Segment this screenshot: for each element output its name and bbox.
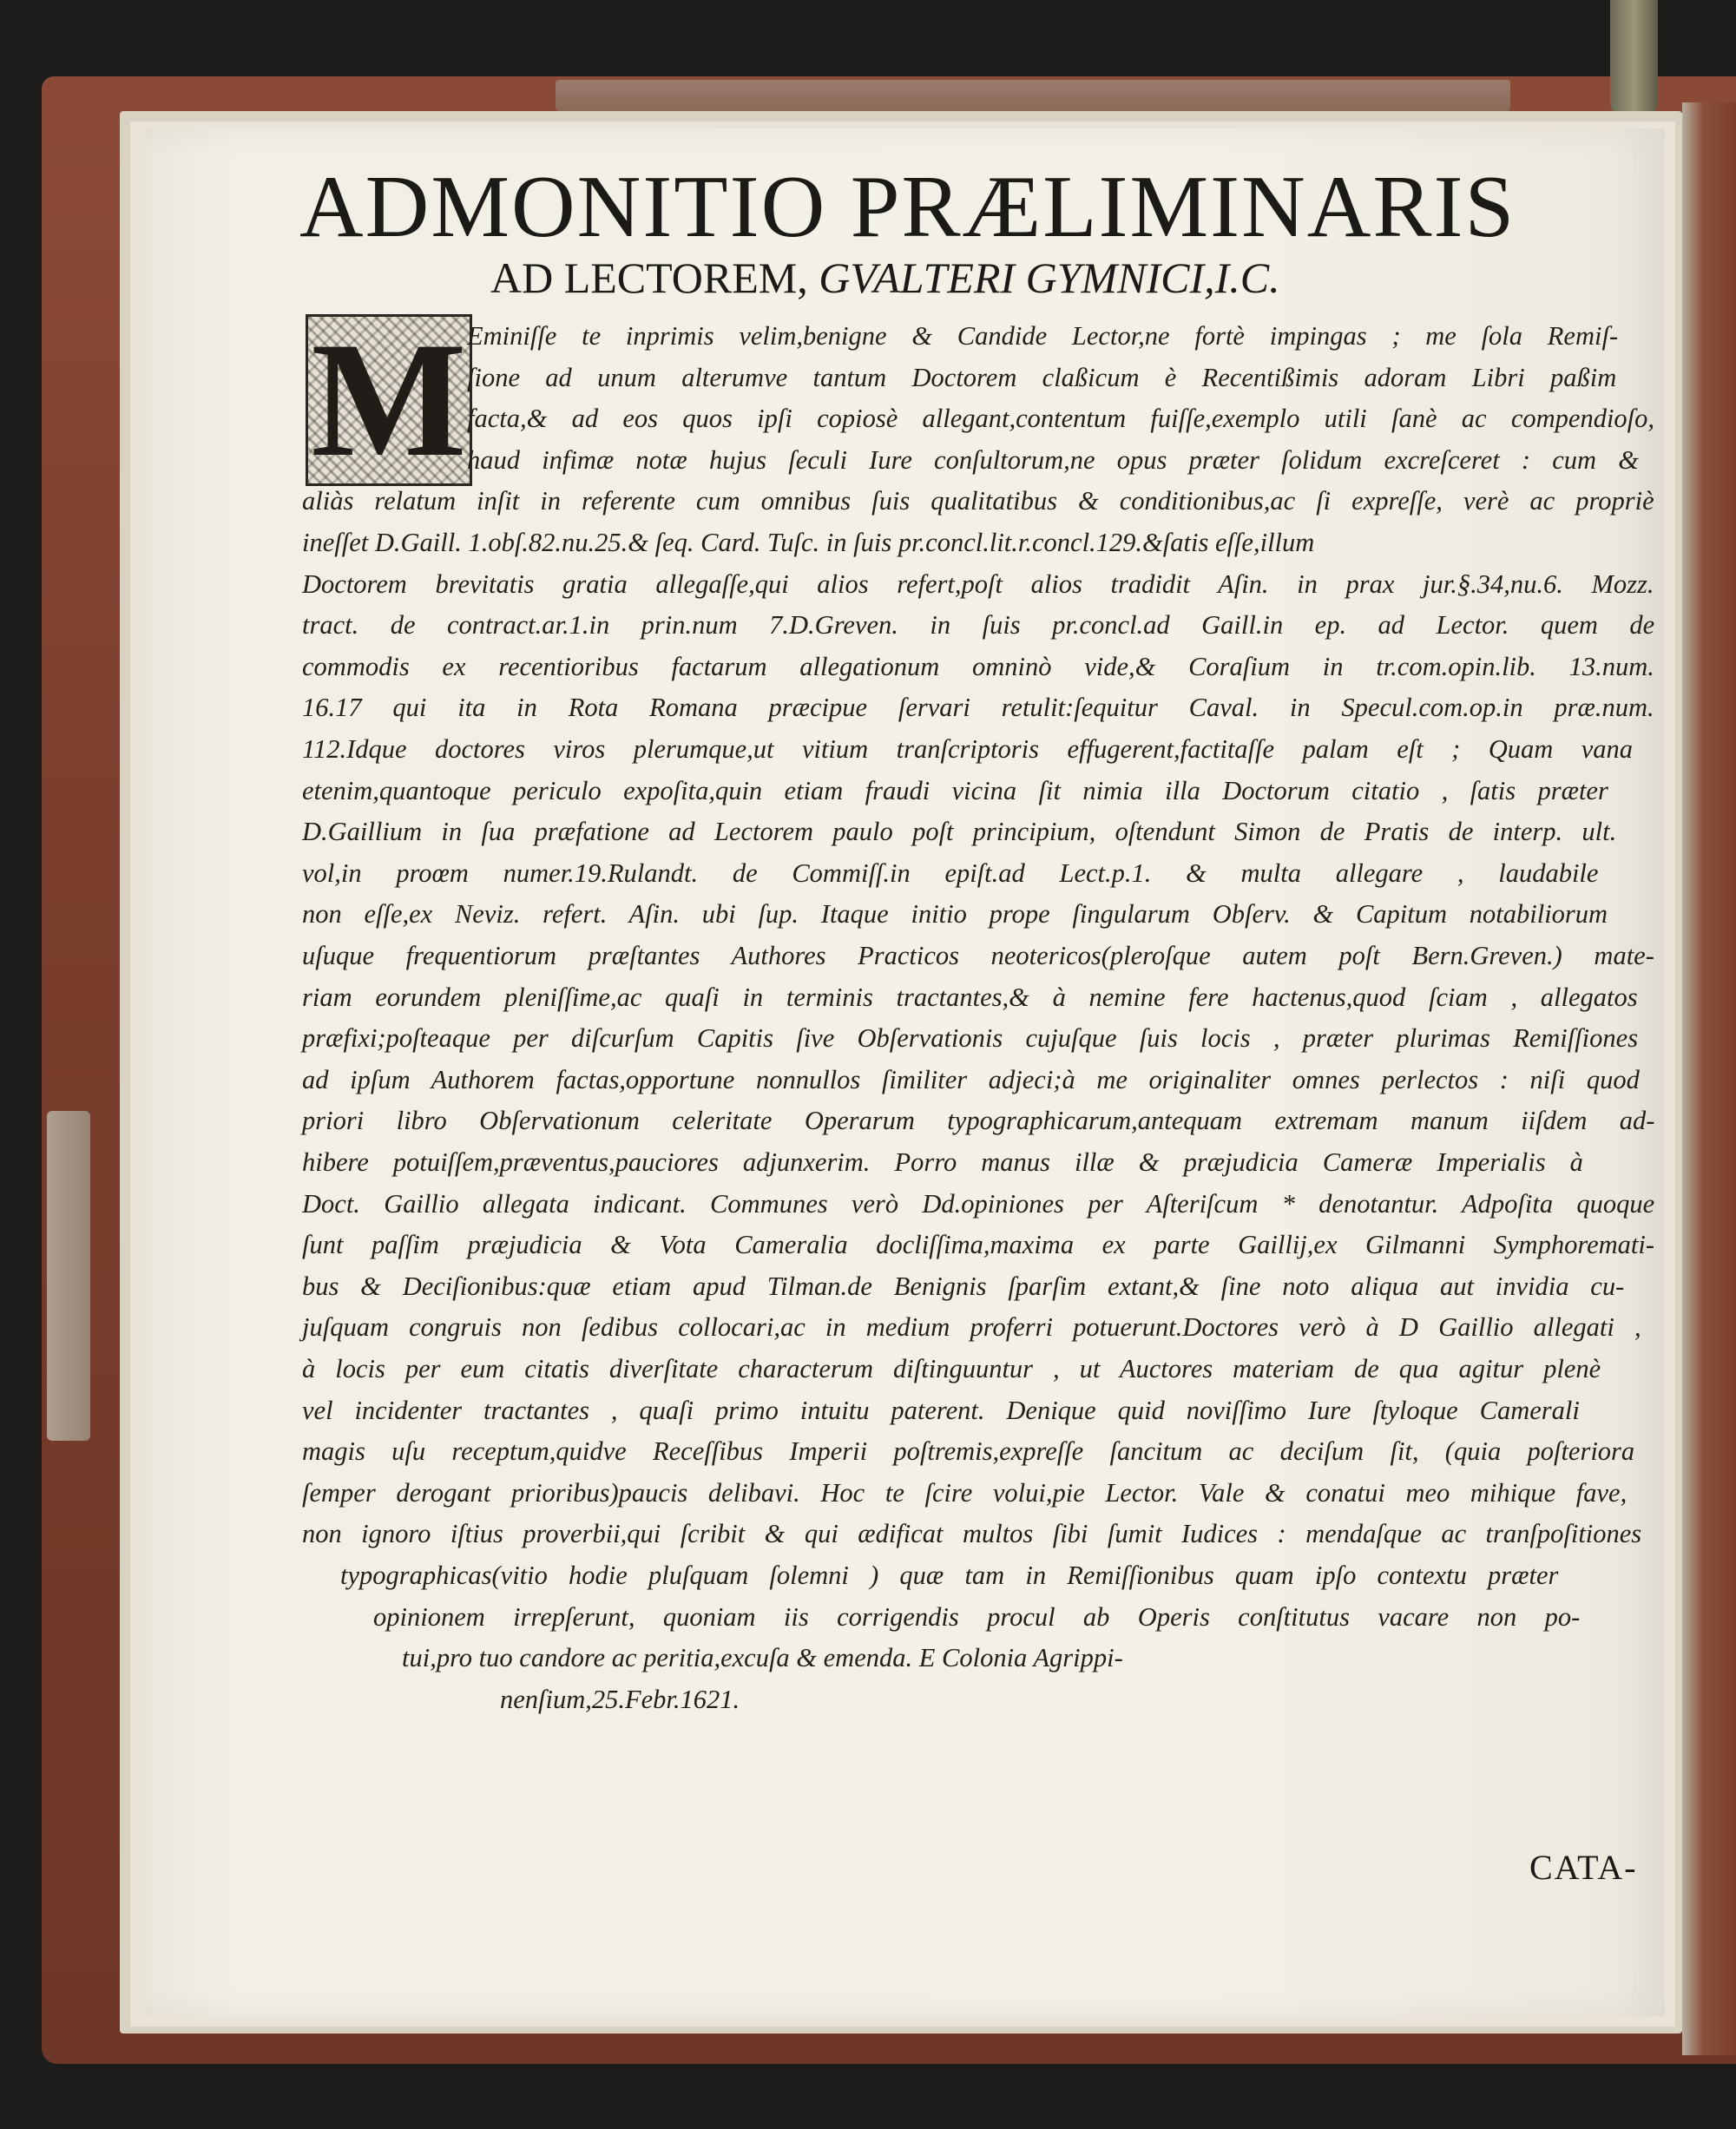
text-line: non eſſe,ex Neviz. refert. Aſin. ubi ſup. Itaque initio prope ſingularum Obſerv. & Capitum notabiliorum [302,899,1608,930]
text-line: ineſſet D.Gaill. 1.obſ.82.nu.25.& ſeq. Card. Tuſc. in ſuis pr.concl.lit.r.concl.129.&ſatis eſſe,illum [302,528,1315,557]
text-line: à locis per eum citatis diverſitate characterum diſtinguuntur , ut Auctores materiam de qua agitur plenè [302,1354,1601,1383]
text-line: hibere potuiſſem,præventus,pauciores adjunxerim. Porro manus illæ & præjudicia Cameræ Imperialis à [302,1147,1583,1177]
subtitle-plain: AD LECTOREM, [490,253,808,302]
text-line: nenſium,25.Febr.1621. [500,1684,740,1714]
page-title: ADMONITIO PRÆLIMINARIS [299,158,1516,256]
text-line: ſemper derogant prioribus)paucis delibavi. Hoc te ſcire volui,pie Lector. Vale & conatui meo mihique fave, [302,1477,1628,1508]
text-line: etenim,quantoque periculo expoſita,quin etiam fraudi vicina ſit nimia illa Doctorum citatio , ſatis præter [302,775,1608,805]
text-line: tract. de contract.ar.1.in prin.num 7.D.Greven. in ſuis pr.concl.ad Gaill.in ep. ad Lector. quem de [302,610,1655,641]
decorated-initial [306,309,472,491]
catchword: CATA- [1529,1848,1638,1887]
text-line: ad ipſum Authorem factas,opportune nonnullos ſimiliter adjeci;à me originaliter omnes perlectos : niſi quod [302,1064,1640,1094]
binding-edge-right [1682,102,1736,2055]
page-subtitle [490,253,1619,302]
text-line: ſunt paſſim præjudicia & Vota Cameralia docliſſima,maxima ex parte Gaillij,ex Gilmanni Symphoremati- [302,1230,1654,1260]
text-line: ſione ad unum alterumve tantum Doctorem claßicum è Recentißimis adoram Libri paßim [467,362,1617,392]
text-line: uſuque frequentiorum præſtantes Authores Practicos neotericos(pleroſque autem poſt Bern.Greven.) mate- [302,941,1654,970]
text-line: Doct. Gaillio allegata indicant. Communes verò Dd.opiniones per Aſteriſcum * denotantur. Adpoſita quoque [302,1188,1655,1219]
text-line: præfixi;poſteaque per diſcurſum Capitis ſive Obſervationis cujuſque ſuis locis , præter plurimas Remiſſiones [302,1023,1639,1054]
text-line: vol,in proœm numer.19.Rulandt. de Commiſſ.in epiſt.ad Lect.p.1. & multa allegare , laudabile [302,858,1599,888]
text-line: D.Gaillium in ſua præfatione ad Lectorem paulo poſt principium, oſtendunt Simon de Pratis de interp. ult. [302,817,1617,847]
text-line: opinionem irrepſerunt, quoniam iis corrigendis procul ab Operis conſtitutus vacare non po- [373,1601,1581,1632]
text-line: magis uſu receptum,quidve Receſſibus Imperii poſtremis,expreſſe ſancitum ac deciſum ſit, (quia poſteriora [302,1436,1635,1467]
subtitle-author: GVALTERI GYMNICI,I.C. [819,253,1280,302]
initial-letter: M [311,309,467,491]
text-line: aliàs relatum inſit in referente cum omnibus ſuis qualitatibus & conditionibus,ac ſi expreſſe, verè ac propriè [302,486,1654,516]
text-line: facta,& ad eos quos ipſi copiosè allegant,contentum fuiſſe,exemplo utili ſanè ac compendioſo, [467,404,1655,434]
text-line: juſquam congruis non ſedibus collocari,ac in medium proferri potuerunt.Doctores verò à D Gaillio allegati , [302,1312,1641,1343]
text-line: riam eorundem pleniſſime,ac quaſi in terminis tractantes,& à nemine fere hactenus,quod ſciam , allegatos [302,982,1638,1012]
text-line: bus & Deciſionibus:quæ etiam apud Tilman.de Benignis ſparſim extant,& ſine noto aliqua aut invidia cu- [302,1271,1625,1301]
text-line: vel incidenter tractantes , quaſi primo intuitu paterent. Denique quid noviſſimo Iure ſtyloque Camerali [302,1395,1580,1425]
text-line: typographicas(vitio hodie pluſquam ſolemni ) quæ tam in Remiſſionibus quam ipſo contextu præter [340,1561,1559,1590]
text-line: priori libro Obſervationum celeritate Operarum typographicarum,antequam extremam manum iiſdem ad- [302,1106,1655,1136]
text-line: 112.Idque doctores viros plerumque,ut vitium tranſcriptoris effugerent,factitaſſe palam eſt ; Quam vana [302,734,1634,764]
cover-wear-top [556,80,1510,111]
text-line: commodis ex recentioribus factarum allegationum omninò vide,& Coraſium in tr.com.opin.lib. 13.num. [302,651,1654,681]
book-clasp [1610,0,1658,113]
text-line: non ignoro iſtius proverbii,qui ſcribit & qui ædificat multos ſibi ſumit Iudices : mendaſque ac tranſpoſitiones [302,1519,1642,1549]
text-line: Eminiſſe te inprimis velim,benigne & Candide Lector,ne fortè impingas ; me ſola Remiſ- [467,321,1619,351]
text-line: haud infimæ notæ hujus ſeculi Iure conſultorum,ne opus præter ſolidum excreſceret : cum & [467,444,1639,475]
cover-wear-patch [47,1111,90,1441]
text-line: 16.17 qui ita in Rota Romana præcipue ſervari retulit:ſequitur Caval. in Specul.com.op.in præ.num. [302,693,1654,723]
text-line: Doctorem brevitatis gratia allegaſſe,qui alios refert,poſt alios tradidit Aſin. in prax jur.§.34,nu.6. Mozz. [302,568,1654,599]
text-line: tui,pro tuo candore ac peritia,excuſa & emenda. E Colonia Agrippi- [402,1643,1123,1673]
